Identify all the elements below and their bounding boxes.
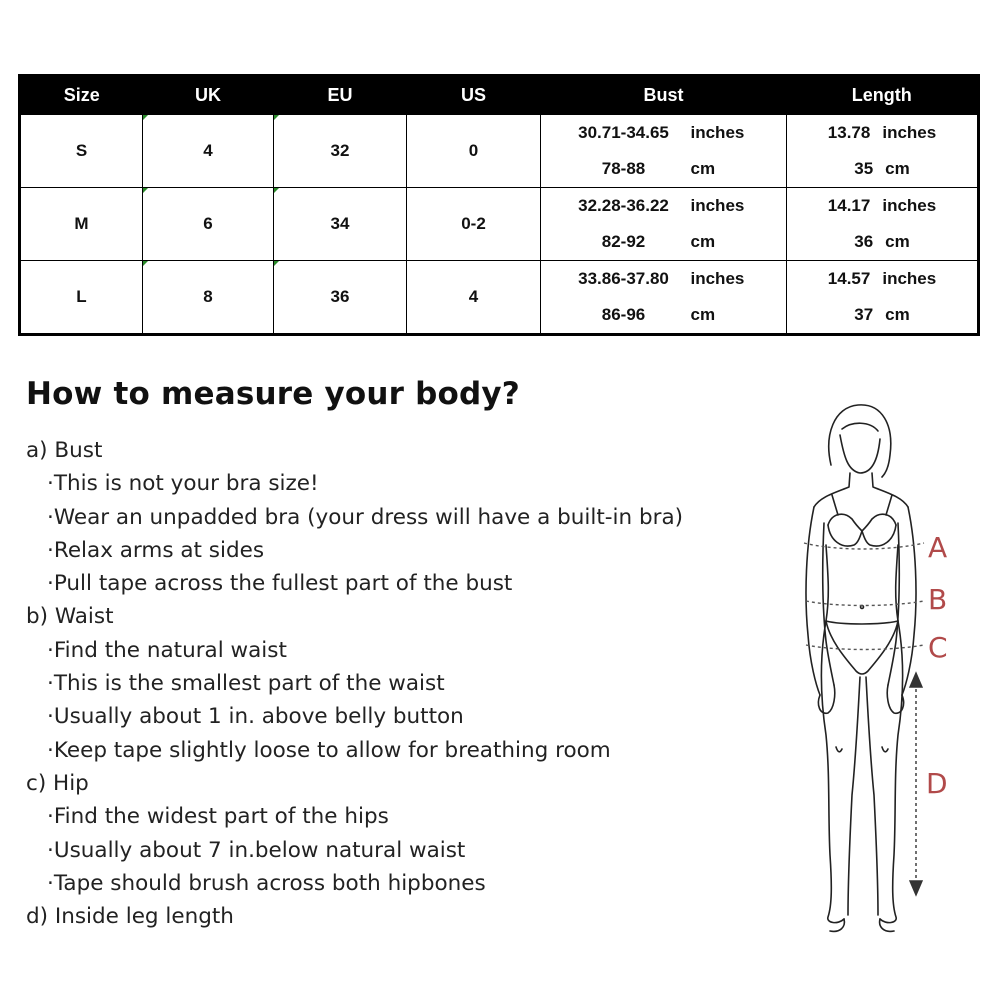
bust-inches: 30.71-34.65 <box>578 123 669 142</box>
length-cm: 36 <box>854 232 874 251</box>
bust-cell <box>541 261 787 335</box>
list-item: · This is not your bra size! <box>26 467 766 500</box>
list-item: · Wear an unpadded bra (your dress will have a built-in bra) <box>26 501 766 534</box>
section-hip-label: c) Hip <box>26 770 89 796</box>
length-cell <box>787 115 979 188</box>
size-cell: M <box>20 188 143 261</box>
us-cell: 4 <box>407 261 541 335</box>
length-cm: 35 <box>854 159 874 178</box>
header-eu: EU <box>274 76 407 115</box>
bust-cm: 78-88 <box>601 159 646 178</box>
unit-label: cm <box>690 232 716 251</box>
length-cm: 37 <box>854 305 874 324</box>
header-bust: Bust <box>541 76 787 115</box>
uk-cell: 4 <box>143 115 274 188</box>
header-us: US <box>407 76 541 115</box>
list-item: · Pull tape across the fullest part of the bust <box>26 567 766 600</box>
size-chart-table <box>18 74 980 336</box>
section-waist-label: b) Waist <box>26 604 114 630</box>
list-item: · Find the widest part of the hips <box>26 800 766 833</box>
table-row <box>20 261 979 335</box>
hip-measure-line <box>806 645 924 650</box>
unit-label: inches <box>690 196 745 215</box>
length-inches: 14.57 <box>827 269 871 288</box>
us-cell: 0 <box>407 115 541 188</box>
bust-cm: 82-92 <box>601 232 646 251</box>
list-item: · This is the smallest part of the waist <box>26 667 766 700</box>
list-item: · Tape should brush across both hipbones <box>26 867 766 900</box>
unit-label: inches <box>690 269 745 288</box>
bust-measure-line <box>804 543 924 549</box>
list-item: · Keep tape slightly loose to allow for breathing room <box>26 734 766 767</box>
header-length: Length <box>787 76 979 115</box>
size-cell: L <box>20 261 143 335</box>
size-cell: S <box>20 115 143 188</box>
bust-inches: 32.28-36.22 <box>578 196 669 215</box>
list-item: · Usually about 1 in. above belly button <box>26 700 766 733</box>
length-inches: 13.78 <box>827 123 871 142</box>
label-c: C <box>928 631 948 664</box>
length-cell <box>787 261 979 335</box>
uk-cell: 6 <box>143 188 274 261</box>
eu-cell: 36 <box>274 261 407 335</box>
bust-cell <box>541 115 787 188</box>
label-b: B <box>928 583 948 616</box>
list-item: · Find the natural waist <box>26 634 766 667</box>
unit-label: inches <box>882 196 937 215</box>
uk-cell: 8 <box>143 261 274 335</box>
arrow-down-icon <box>910 881 922 895</box>
header-uk: UK <box>143 76 274 115</box>
bust-inches: 33.86-37.80 <box>578 269 669 288</box>
length-inches: 14.17 <box>827 196 871 215</box>
guide-title: How to measure your body? <box>26 376 520 412</box>
table-row <box>20 188 979 261</box>
unit-label: inches <box>882 123 937 142</box>
list-item: · Relax arms at sides <box>26 534 766 567</box>
measurement-instructions <box>26 434 766 933</box>
unit-label: cm <box>690 159 716 178</box>
header-size: Size <box>20 76 143 115</box>
label-a: A <box>928 531 948 564</box>
table-header-row <box>20 76 979 115</box>
arrow-up-icon <box>910 673 922 687</box>
unit-label: cm <box>885 232 910 251</box>
length-cell <box>787 188 979 261</box>
eu-cell: 34 <box>274 188 407 261</box>
unit-label: cm <box>690 305 716 324</box>
table-row <box>20 115 979 188</box>
us-cell: 0-2 <box>407 188 541 261</box>
unit-label: inches <box>882 269 937 288</box>
unit-label: cm <box>885 305 910 324</box>
section-inside-leg-label: d) Inside leg length <box>26 904 234 930</box>
unit-label: inches <box>690 123 745 142</box>
body-measurement-figure <box>786 395 966 940</box>
body-outline-illustration <box>786 395 966 940</box>
unit-label: cm <box>885 159 910 178</box>
bust-cm: 86-96 <box>601 305 646 324</box>
section-bust-label: a) Bust <box>26 438 103 463</box>
label-d: D <box>926 767 948 800</box>
eu-cell: 32 <box>274 115 407 188</box>
bust-cell <box>541 188 787 261</box>
list-item: · Usually about 7 in.below natural waist <box>26 834 766 867</box>
